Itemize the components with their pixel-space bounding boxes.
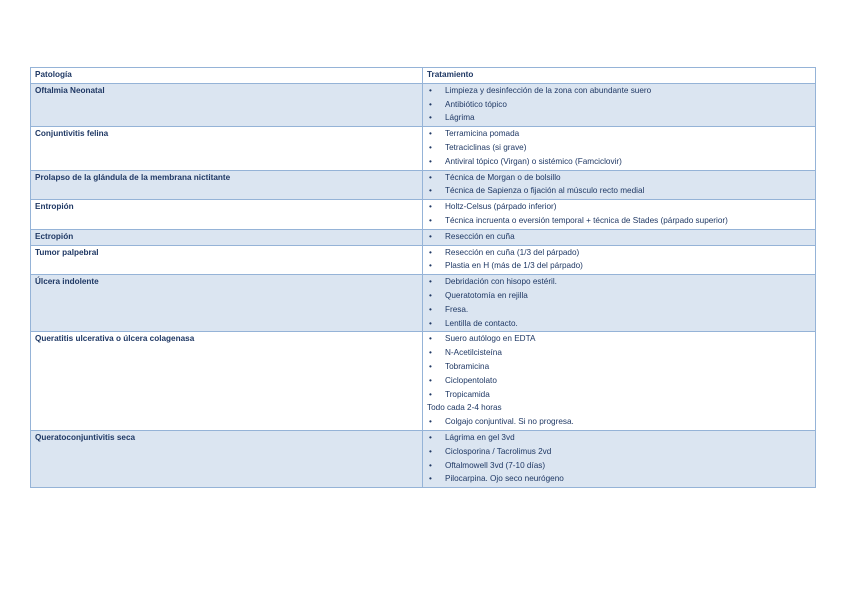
bullet-icon: • bbox=[429, 417, 432, 427]
patologia-cell: Queratitis ulcerativa o úlcera colagenasa bbox=[31, 332, 423, 431]
tratamiento-item bbox=[427, 415, 811, 429]
tratamiento-item bbox=[427, 332, 811, 346]
tratamiento-text: Limpieza y desinfección de la zona con abundante suero bbox=[445, 85, 652, 95]
tratamiento-text: Técnica incruenta o eversión temporal + técnica de Stades (párpado superior) bbox=[445, 215, 728, 225]
tratamiento-item bbox=[427, 184, 811, 198]
bullet-icon: • bbox=[429, 172, 432, 182]
tratamiento-cell bbox=[423, 430, 816, 487]
tratamiento-text: Colgajo conjuntival. Si no progresa. bbox=[445, 417, 574, 427]
table-row bbox=[31, 245, 816, 275]
tratamiento-text: Pilocarpina. Ojo seco neurógeno bbox=[445, 474, 564, 484]
table-row bbox=[31, 127, 816, 170]
tratamiento-cell bbox=[423, 332, 816, 431]
tratamiento-text: Oftalmowell 3vd (7-10 días) bbox=[445, 460, 546, 470]
tratamiento-text: Ciclosporina / Tacrolimus 2vd bbox=[445, 446, 552, 456]
bullet-icon: • bbox=[429, 446, 432, 456]
bullet-icon: • bbox=[429, 432, 432, 442]
tratamiento-text: Técnica de Sapienza o fijación al músculo recto medial bbox=[445, 186, 645, 196]
tratamiento-item bbox=[427, 317, 811, 331]
tratamiento-item bbox=[427, 459, 811, 473]
tratamiento-item bbox=[427, 374, 811, 388]
tratamiento-text: Antibiótico tópico bbox=[445, 99, 507, 109]
tratamiento-text: Holtz-Celsus (párpado inferior) bbox=[445, 202, 557, 212]
tratamiento-text: Tetraciclinas (si grave) bbox=[445, 142, 527, 152]
bullet-icon: • bbox=[429, 247, 432, 257]
patologia-cell: Conjuntivitis felina bbox=[31, 127, 423, 170]
patologia-cell: Prolapso de la glándula de la membrana nictitante bbox=[31, 170, 423, 200]
tratamiento-cell bbox=[423, 229, 816, 245]
tratamiento-text: Tropicamida bbox=[445, 389, 490, 399]
patologia-cell: Tumor palpebral bbox=[31, 245, 423, 275]
tratamiento-item bbox=[427, 200, 811, 214]
tratamiento-text: Tobramicina bbox=[445, 361, 490, 371]
tratamiento-cell bbox=[423, 200, 816, 230]
patologia-cell: Entropión bbox=[31, 200, 423, 230]
bullet-icon: • bbox=[429, 375, 432, 385]
bullet-icon: • bbox=[429, 389, 432, 399]
tratamiento-cell bbox=[423, 83, 816, 126]
table-row bbox=[31, 83, 816, 126]
bullet-icon: • bbox=[429, 304, 432, 314]
tratamiento-item bbox=[427, 388, 811, 402]
bullet-icon: • bbox=[429, 361, 432, 371]
tratamiento-text: Lágrima en gel 3vd bbox=[445, 432, 515, 442]
tratamiento-item bbox=[427, 111, 811, 125]
bullet-icon: • bbox=[429, 261, 432, 271]
tratamiento-cell bbox=[423, 127, 816, 170]
tratamiento-text: Resección en cuña (1/3 del párpado) bbox=[445, 247, 580, 257]
bullet-icon: • bbox=[429, 460, 432, 470]
tratamiento-text: Lentilla de contacto. bbox=[445, 318, 518, 328]
bullet-icon: • bbox=[429, 129, 432, 139]
table-row bbox=[31, 170, 816, 200]
tratamiento-item bbox=[427, 275, 811, 289]
tratamiento-text: Ciclopentolato bbox=[445, 375, 497, 385]
tratamiento-item bbox=[427, 360, 811, 374]
tratamiento-item bbox=[427, 445, 811, 459]
bullet-icon: • bbox=[429, 318, 432, 328]
tratamiento-item bbox=[427, 346, 811, 360]
tratamiento-note: Todo cada 2-4 horas bbox=[427, 403, 502, 413]
tratamiento-text: Queratotomía en rejilla bbox=[445, 290, 528, 300]
tratamiento-text: Debridación con hisopo estéril. bbox=[445, 277, 557, 287]
tratamiento-item bbox=[427, 155, 811, 169]
tratamiento-item bbox=[427, 259, 811, 273]
tratamiento-cell bbox=[423, 170, 816, 200]
tratamiento-text: Plastia en H (más de 1/3 del párpado) bbox=[445, 261, 583, 271]
bullet-icon: • bbox=[429, 215, 432, 225]
table-row bbox=[31, 275, 816, 332]
table-row bbox=[31, 332, 816, 431]
table-row bbox=[31, 229, 816, 245]
bullet-icon: • bbox=[429, 99, 432, 109]
header-tratamiento: Tratamiento bbox=[423, 68, 816, 84]
bullet-icon: • bbox=[429, 202, 432, 212]
tratamiento-item bbox=[427, 141, 811, 155]
tratamiento-item bbox=[427, 246, 811, 260]
tratamiento-item bbox=[427, 472, 811, 486]
tratamiento-item bbox=[427, 127, 811, 141]
tratamiento-cell bbox=[423, 245, 816, 275]
bullet-icon: • bbox=[429, 113, 432, 123]
tratamiento-item bbox=[427, 214, 811, 228]
patologia-cell: Ectropión bbox=[31, 229, 423, 245]
tratamiento-text: Técnica de Morgan o de bolsillo bbox=[445, 172, 561, 182]
bullet-icon: • bbox=[429, 277, 432, 287]
tratamiento-item bbox=[427, 303, 811, 317]
tratamiento-cell bbox=[423, 275, 816, 332]
table-body bbox=[31, 68, 816, 488]
table-row bbox=[31, 200, 816, 230]
table-header-row bbox=[31, 68, 816, 84]
tratamiento-item bbox=[427, 98, 811, 112]
bullet-icon: • bbox=[429, 290, 432, 300]
tratamiento-text: Fresa. bbox=[445, 304, 469, 314]
bullet-icon: • bbox=[429, 156, 432, 166]
patologia-cell: Úlcera indolente bbox=[31, 275, 423, 332]
bullet-icon: • bbox=[429, 474, 432, 484]
tratamiento-item bbox=[427, 289, 811, 303]
tratamiento-item bbox=[427, 84, 811, 98]
bullet-icon: • bbox=[429, 186, 432, 196]
patologia-cell: Oftalmia Neonatal bbox=[31, 83, 423, 126]
bullet-icon: • bbox=[429, 85, 432, 95]
patologia-cell: Queratoconjuntivitis seca bbox=[31, 430, 423, 487]
pathology-treatment-table bbox=[30, 67, 816, 488]
tratamiento-text: N-Acetilcisteína bbox=[445, 348, 502, 358]
header-patologia: Patología bbox=[31, 68, 423, 84]
tratamiento-text: Suero autólogo en EDTA bbox=[445, 334, 536, 344]
tratamiento-item bbox=[427, 171, 811, 185]
tratamiento-text: Terramicina pomada bbox=[445, 129, 520, 139]
tratamiento-item bbox=[427, 230, 811, 244]
bullet-icon: • bbox=[429, 348, 432, 358]
bullet-icon: • bbox=[429, 334, 432, 344]
bullet-icon: • bbox=[429, 142, 432, 152]
tratamiento-text: Lágrima bbox=[445, 113, 475, 123]
tratamiento-item bbox=[427, 431, 811, 445]
table-row bbox=[31, 430, 816, 487]
tratamiento-text: Resección en cuña bbox=[445, 231, 515, 241]
tratamiento-text: Antiviral tópico (Virgan) o sistémico (Famciclovir) bbox=[445, 156, 622, 166]
bullet-icon: • bbox=[429, 231, 432, 241]
